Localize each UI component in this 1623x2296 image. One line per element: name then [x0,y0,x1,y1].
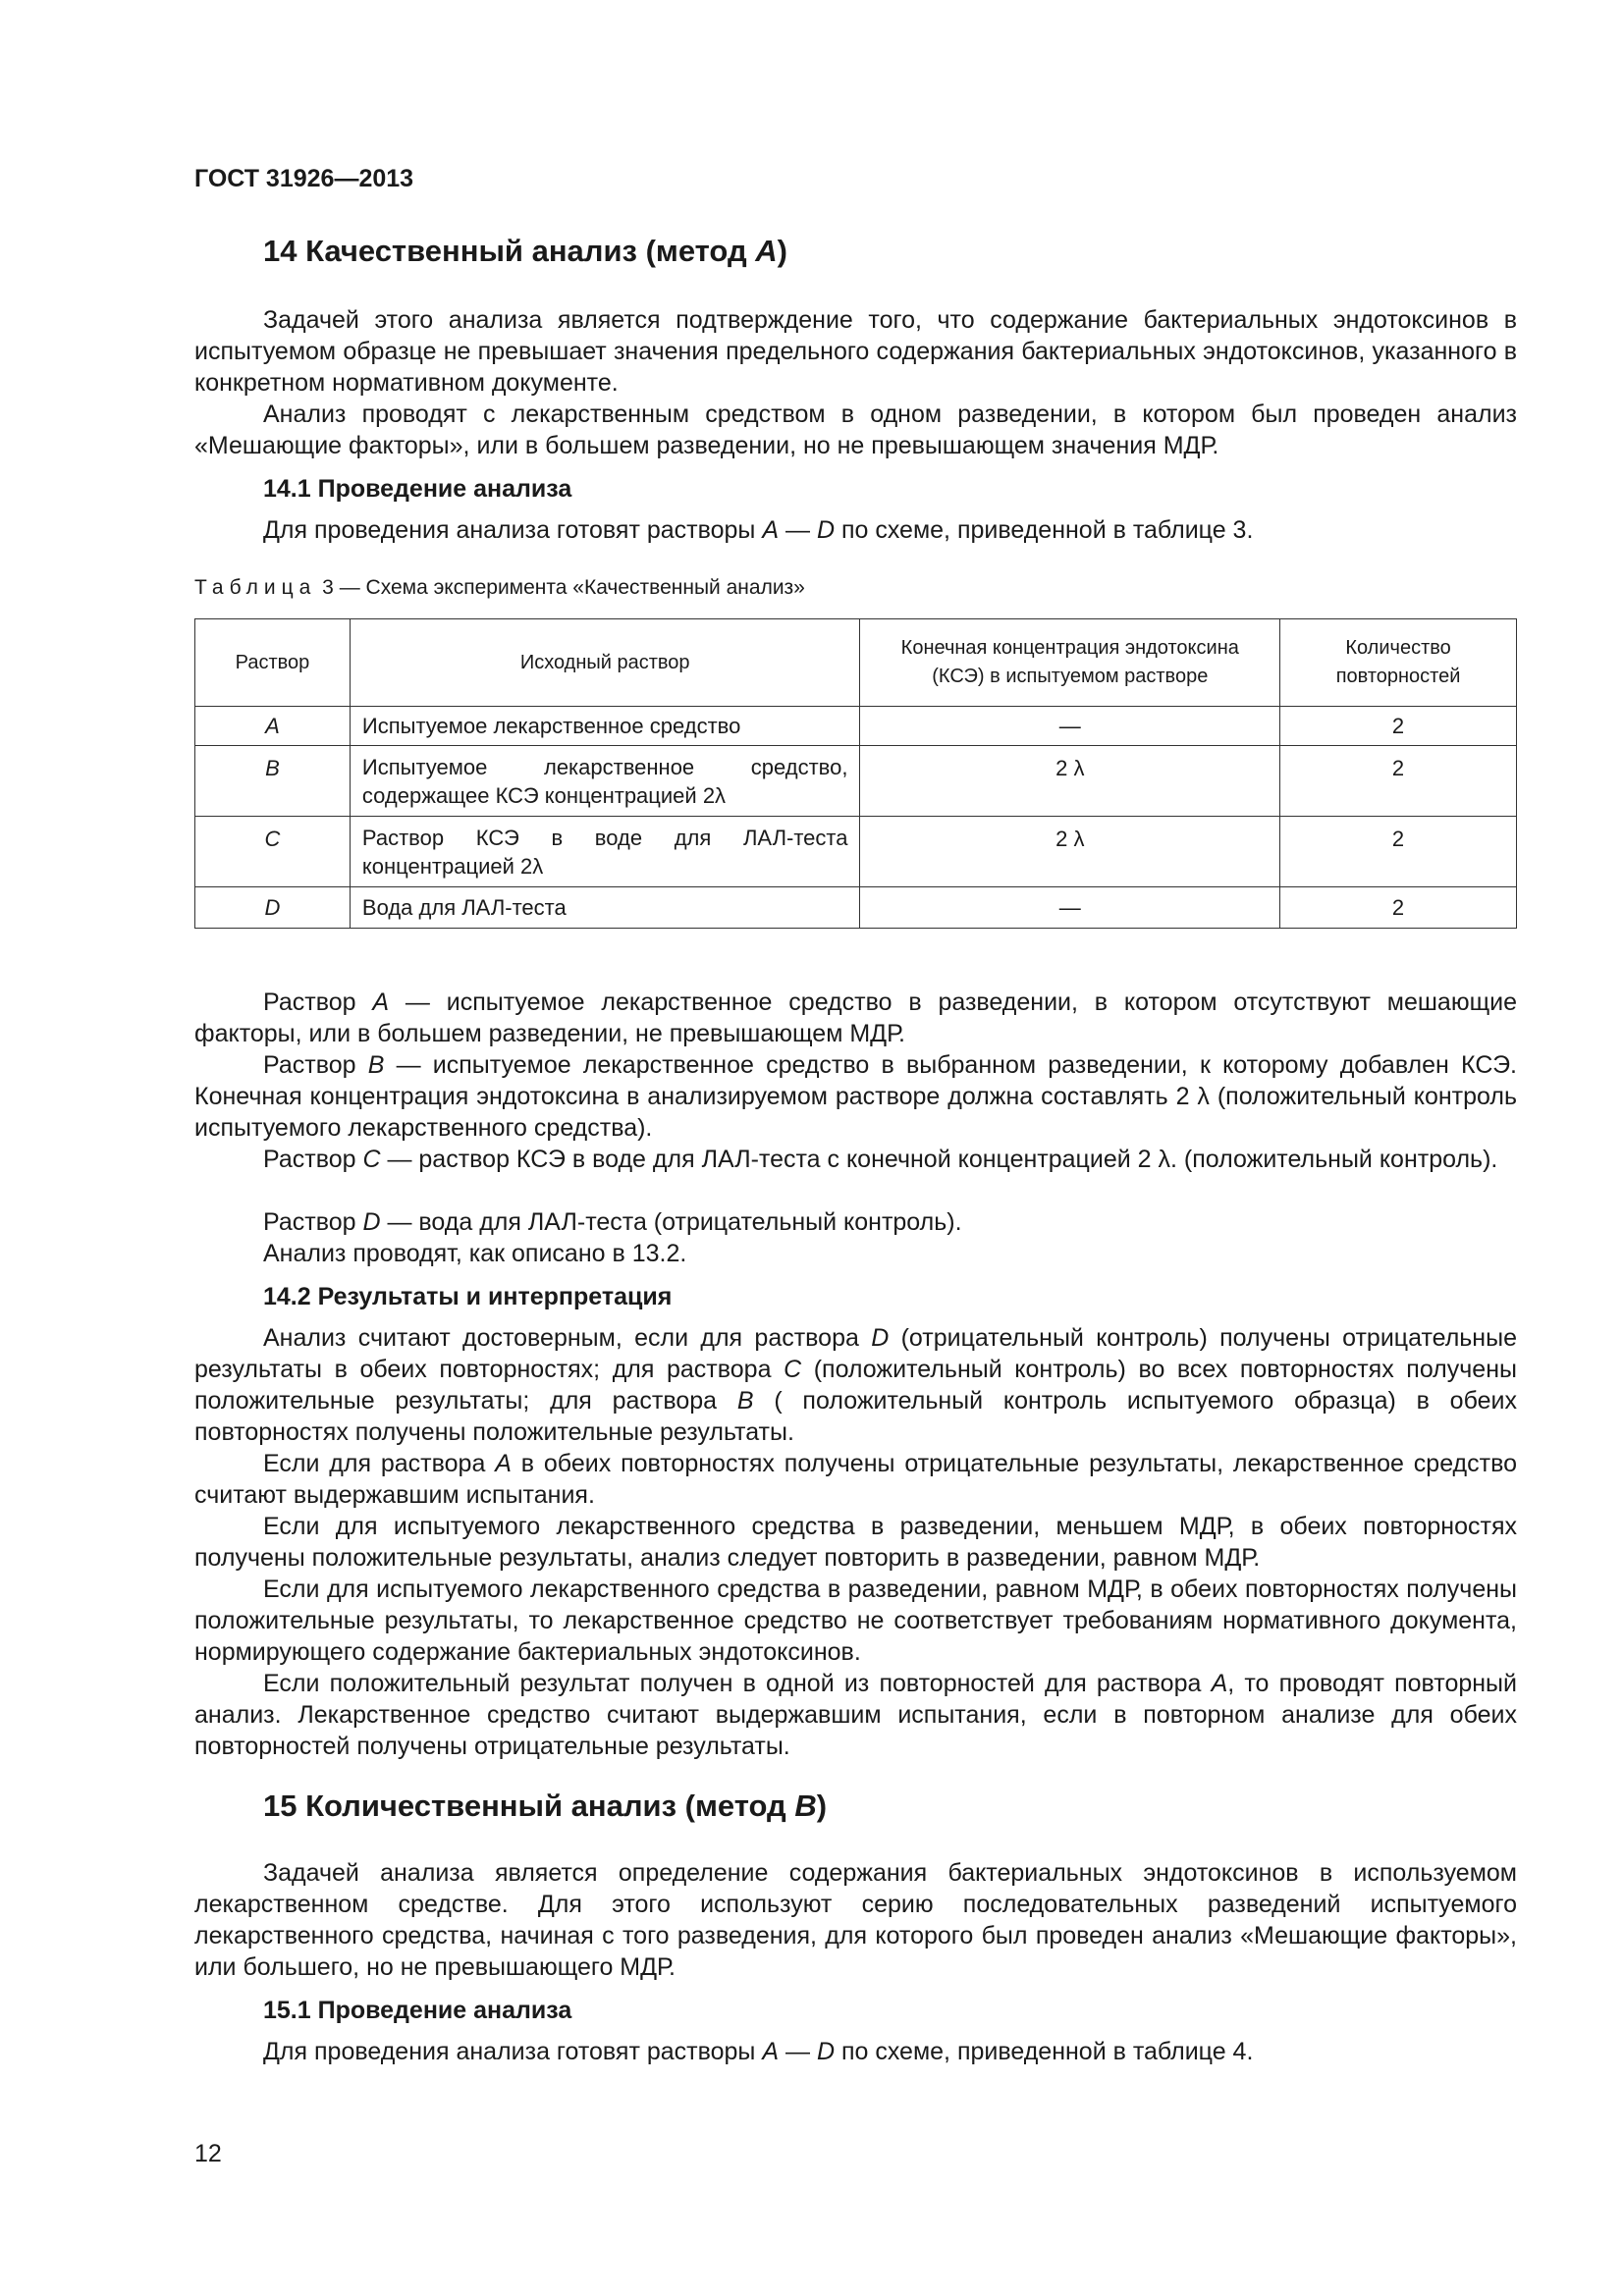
solution-letter: D [816,2038,835,2065]
solution-letter: D [871,1324,890,1352]
table-cell: Раствор КСЭ в воде для ЛАЛ-теста концентрацией 2λ [350,817,860,887]
subsection-14-2-paragraph-1 [194,1322,1517,1448]
table-header-cell: Количество повторностей [1280,619,1517,707]
text-run: ( положительный контроль испытуемого образца) в обеих повторностях получены положительные результаты. [194,1387,1517,1446]
subsection-14-2-paragraph-2 [194,1448,1517,1511]
table-row [195,817,1517,887]
text-run: Для проведения анализа готовят растворы [263,516,763,544]
text-run: , то проводят повторный анализ. Лекарственное средство считают выдержавшим испытания, если в повторном анализе для обеих повторностей получены отрицательные результаты. [194,1670,1517,1760]
table-row [195,707,1517,746]
text-run: — [779,2038,817,2065]
table-header-cell: Раствор [195,619,351,707]
text-run: в обеих повторностях получены отрицательные результаты, лекарственное средство считают выдержавшим испытания. [194,1450,1517,1509]
table-cell: 2 λ [860,746,1280,817]
document-id: ГОСТ 31926—2013 [194,165,414,192]
section-14-title [263,234,787,269]
solution-letter: А [762,2038,780,2065]
table-cell: A [195,707,351,746]
caption-text: 3 — Схема эксперимента «Качественный анализ» [316,576,805,599]
analysis-reference: Анализ проводят, как описано в 13.2. [263,1240,687,1267]
solution-letter: С [784,1356,802,1383]
caption-label: Таблица [194,576,317,599]
text-run: — испытуемое лекарственное средство в разведении, в котором отсутствуют мешающие факторы, или в большем разведении, не превышающем МДР. [194,988,1518,1047]
subsection-14-2-paragraph-5 [194,1668,1517,1762]
text-run: Раствор [263,1146,363,1173]
solution-letter: D [816,516,835,544]
solution-b-description [194,1049,1517,1144]
solution-c-description [194,1144,1517,1175]
table-cell: B [195,746,351,817]
section-14-title-letter: А [755,234,778,268]
table-header-row [195,619,1517,707]
table-cell: — [860,887,1280,929]
text-run: — раствор КСЭ в воде для ЛАЛ-теста с конечной концентрацией 2 λ. (положительный контроль). [380,1146,1498,1173]
text-run: (отрицательный контроль) получены отрицательные результаты в обеих повторностях; для раствора [194,1324,1517,1383]
table-row [195,746,1517,817]
solution-letter: А [495,1450,512,1477]
text-run: Если положительный результат получен в одной из повторностей для раствора [263,1670,1212,1697]
section-15-title-letter: В [794,1789,817,1823]
section-14-title-text: 14 Качественный анализ (метод [263,234,756,268]
solution-letter: D [362,1208,381,1236]
subsection-14-1-paragraph [194,514,1517,546]
table-cell: C [195,817,351,887]
section-15-paragraph-1: Задачей анализа является определение содержания бактериальных эндотоксинов в используемом лекарственном средстве. Для этого используют серию последовательных разведений испытуемого лекарственного средства, начиная с того разведения, для которого был проведен анализ «Мешающие факторы», или большего, но не превышающего МДР. [194,1859,1517,1981]
subsection-15-1-paragraph [194,2036,1517,2067]
table-cell: 2 [1280,817,1517,887]
table-3 [194,618,1517,929]
solution-letter: А [1211,1670,1228,1697]
text-run: Если для раствора [263,1450,496,1477]
table-cell: 2 [1280,707,1517,746]
solution-letter: В [367,1051,385,1079]
subsection-15-1-title: 15.1 Проведение анализа [263,1997,572,2024]
text-run: — вода для ЛАЛ-теста (отрицательный контроль). [380,1208,962,1236]
table-cell: D [195,887,351,929]
table-3-caption [194,576,805,600]
text-run: Для проведения анализа готовят растворы [263,2038,763,2065]
section-15-title-suffix: ) [816,1789,828,1823]
subsection-14-2-title: 14.2 Результаты и интерпретация [263,1283,673,1310]
text-run: Раствор [263,1208,363,1236]
table-cell: — [860,707,1280,746]
table-cell: 2 [1280,746,1517,817]
solution-letter: А [372,988,390,1016]
table-cell: Вода для ЛАЛ-теста [350,887,860,929]
section-14-paragraph-1: Задачей этого анализа является подтверждение того, что содержание бактериальных эндотоксинов в испытуемом образце не превышает значения предельного содержания бактериальных эндотоксинов, указанного в конкретном нормативном документе. [194,306,1517,397]
solution-d-description [194,1206,1517,1238]
solution-letter: А [762,516,780,544]
section-15-title-text: 15 Количественный анализ (метод [263,1789,795,1823]
subsection-14-2-paragraph-4: Если для испытуемого лекарственного средства в разведении, равном МДР, в обеих повторностях получены положительные результаты, то лекарственное средство не соответствует требованиям нормативного документа, нормирующего содержание бактериальных эндотоксинов. [194,1575,1517,1666]
subsection-14-2-paragraph-3: Если для испытуемого лекарственного средства в разведении, меньшем МДР, в обеих повторностях получены положительные результаты, анализ следует повторить в разведении, равном МДР. [194,1513,1517,1572]
table-header-cell: Исходный раствор [350,619,860,707]
text-run: (положительный контроль) во всех повторностях получены положительные результаты; для раствора [194,1356,1517,1415]
text-run: по схеме, приведенной в таблице 4. [835,2038,1254,2065]
table-cell: 2 λ [860,817,1280,887]
subsection-14-1-title: 14.1 Проведение анализа [263,475,572,503]
page-number: 12 [194,2140,222,2167]
section-15-title [263,1789,827,1824]
text-run: Раствор [263,988,373,1016]
text-run: Раствор [263,1051,368,1079]
table-cell: Испытуемое лекарственное средство, содержащее КСЭ концентрацией 2λ [350,746,860,817]
table-cell: 2 [1280,887,1517,929]
text-run: — [779,516,817,544]
solution-letter: В [736,1387,754,1415]
text-run: по схеме, приведенной в таблице 3. [835,516,1254,544]
table-row [195,887,1517,929]
text-run: — испытуемое лекарственное средство в выбранном разведении, к которому добавлен КСЭ. Конечная концентрация эндотоксина в анализируемом растворе должна составлять 2 λ (положительный контроль испытуемого лекарственного средства). [194,1051,1518,1142]
solution-a-description [194,987,1517,1049]
section-14-paragraph-2: Анализ проводят с лекарственным средством в одном разведении, в котором был проведен анализ «Мешающие факторы», или в большем разведении, но не превышающем значения МДР. [194,400,1517,459]
text-run: Анализ считают достоверным, если для раствора [263,1324,872,1352]
solution-letter: С [362,1146,381,1173]
table-cell: Испытуемое лекарственное средство [350,707,860,746]
table-header-cell: Конечная концентрация эндотоксина (КСЭ) в испытуемом растворе [860,619,1280,707]
section-14-title-suffix: ) [777,234,787,268]
